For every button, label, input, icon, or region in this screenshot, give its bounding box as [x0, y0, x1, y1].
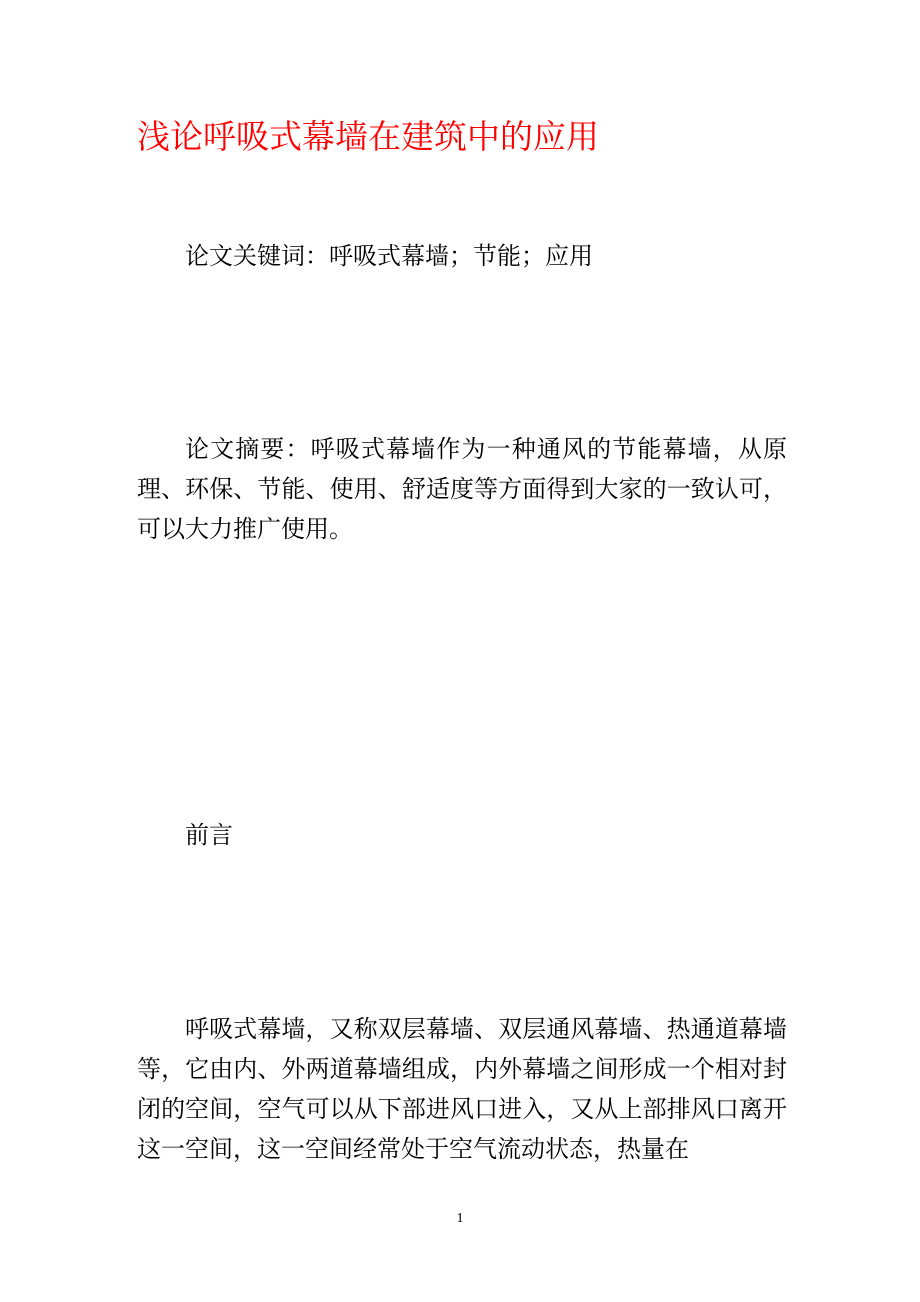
document-title: 浅论呼吸式幕墙在建筑中的应用 [137, 117, 599, 156]
page-number: 1 [456, 1211, 464, 1226]
keywords-line: 论文关键词：呼吸式幕墙；节能；应用 [185, 242, 593, 270]
abstract-paragraph: 论文摘要：呼吸式幕墙作为一种通风的节能幕墙，从原理、环保、节能、使用、舒适度等方面得到大家的一致认可，可以大力推广使用。 [137, 435, 787, 543]
preface-heading: 前言 [185, 821, 233, 849]
body-paragraph: 呼吸式幕墙，又称双层幕墙、双层通风幕墙、热通道幕墙等，它由内、外两道幕墙组成，内外幕墙之间形成一个相对封闭的空间，空气可以从下部进风口进入，又从上部排风口离开这一空间，这一空间经常处于空气流动状态，热量在 [137, 1015, 787, 1163]
